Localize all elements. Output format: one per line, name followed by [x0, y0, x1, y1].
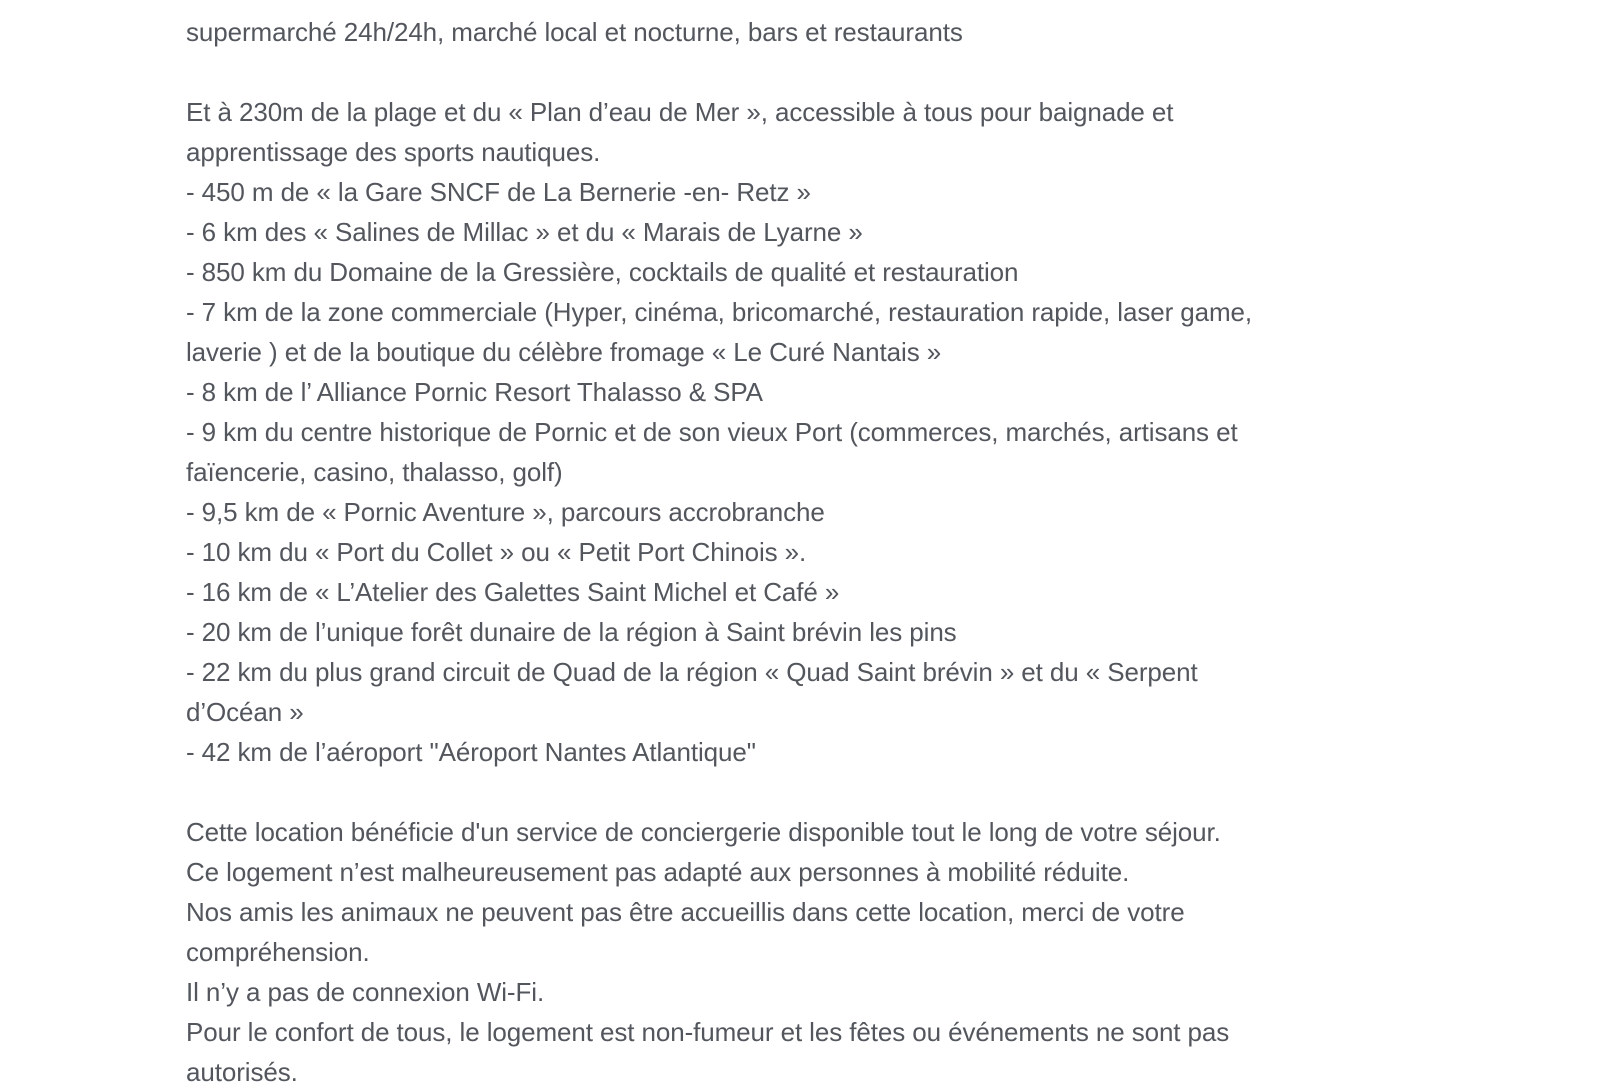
text-line: - 8 km de l’ Alliance Pornic Resort Thalasso & SPA: [186, 377, 763, 407]
blank-line: [186, 772, 1546, 812]
text-line: faïencerie, casino, thalasso, golf): [186, 457, 563, 487]
text-line: - 42 km de l’aéroport "Aéroport Nantes Atlantique": [186, 737, 756, 767]
text-line: apprentissage des sports nautiques.: [186, 137, 601, 167]
text-line: laverie ) et de la boutique du célèbre fromage « Le Curé Nantais »: [186, 337, 942, 367]
text-line: Ce logement n’est malheureusement pas adapté aux personnes à mobilité réduite.: [186, 857, 1130, 887]
text-line: compréhension.: [186, 937, 370, 967]
text-line: - 16 km de « L’Atelier des Galettes Saint Michel et Café »: [186, 577, 840, 607]
text-line: - 9,5 km de « Pornic Aventure », parcours accrobranche: [186, 497, 825, 527]
text-line: Pour le confort de tous, le logement est non-fumeur et les fêtes ou événements ne sont pas: [186, 1017, 1230, 1047]
blank-line: [186, 52, 1546, 92]
text-line: supermarché 24h/24h, marché local et nocturne, bars et restaurants: [186, 17, 963, 47]
text-line: Il n’y a pas de connexion Wi-Fi.: [186, 977, 545, 1007]
text-line: Et à 230m de la plage et du « Plan d’eau de Mer », accessible à tous pour baignade et: [186, 97, 1174, 127]
text-line: - 850 km du Domaine de la Gressière, cocktails de qualité et restauration: [186, 257, 1019, 287]
text-line: - 7 km de la zone commerciale (Hyper, cinéma, bricomarché, restauration rapide, laser game,: [186, 297, 1253, 327]
text-line: d’Océan »: [186, 697, 304, 727]
text-line: - 22 km du plus grand circuit de Quad de la région « Quad Saint brévin » et du « Serpent: [186, 657, 1198, 687]
text-line: - 6 km des « Salines de Millac » et du « Marais de Lyarne »: [186, 217, 863, 247]
text-line: - 10 km du « Port du Collet » ou « Petit Port Chinois ».: [186, 537, 807, 567]
text-line: - 9 km du centre historique de Pornic et de son vieux Port (commerces, marchés, artisans et: [186, 417, 1238, 447]
text-line: - 450 m de « la Gare SNCF de La Bernerie -en- Retz »: [186, 177, 811, 207]
text-line: Cette location bénéficie d'un service de conciergerie disponible tout le long de votre séjour.: [186, 817, 1221, 847]
text-line: - 20 km de l’unique forêt dunaire de la région à Saint brévin les pins: [186, 617, 957, 647]
text-line: autorisés.: [186, 1057, 298, 1087]
text-line: Nos amis les animaux ne peuvent pas être accueillis dans cette location, merci de votre: [186, 897, 1185, 927]
